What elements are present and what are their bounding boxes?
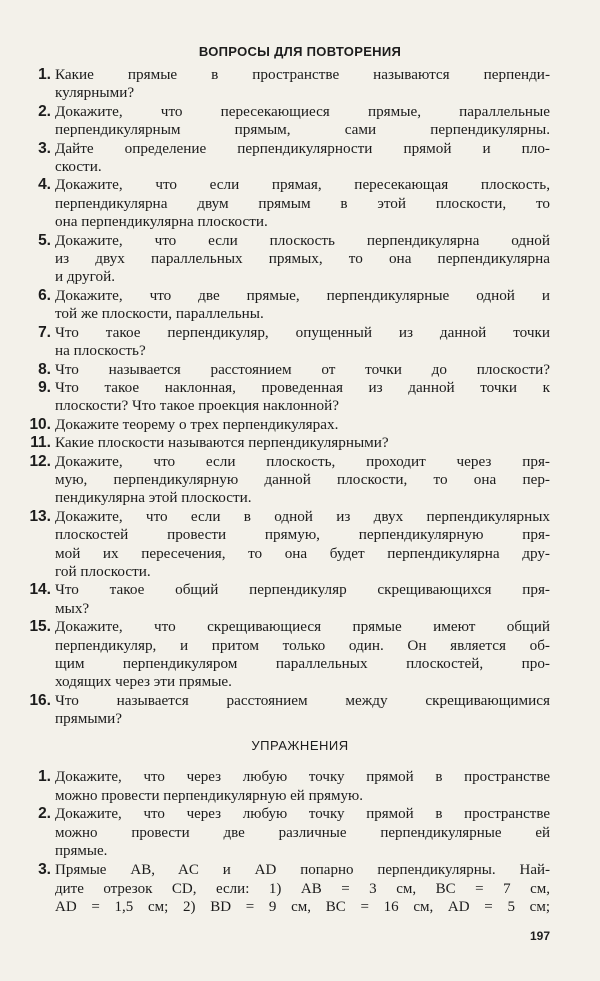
exercise-number: 1.: [38, 768, 51, 785]
question-text-line: перпендикулярным прямым, сами перпендикулярны.: [55, 121, 550, 139]
exercise-text-line: дите отрезок CD, если: 1) AB = 3 см, BC = 7 см,: [55, 880, 550, 897]
question-text-line: Что такое общий перпендикуляр скрещивающихся пря-: [55, 581, 550, 599]
exercise-text-line: можно провести две различные перпендикулярные ей: [55, 824, 550, 841]
question-text-line: перпендикулярна двум прямым в этой плоскости, то: [55, 194, 550, 212]
question-item: [0, 287, 600, 324]
question-number: 9.: [38, 378, 51, 396]
question-text-line: плоскостей провести прямую, перпендикулярную пря-: [55, 526, 550, 544]
exercise-text-line: Прямые AB, AC и AD попарно перпендикулярны. Най-: [55, 861, 550, 878]
question-text-line: гой плоскости.: [55, 562, 151, 580]
question-number: 10.: [29, 415, 51, 433]
question-text-line: Что такое наклонная, проведенная из данной точки к: [55, 378, 550, 396]
question-item: [0, 66, 600, 103]
question-text-line: мых?: [55, 599, 90, 617]
question-item: [0, 103, 600, 140]
review-questions-list: [0, 66, 600, 729]
exercises-heading: УПРАЖНЕНИЯ: [251, 738, 349, 753]
exercise-item: [0, 768, 600, 805]
question-text-line: той же плоскости, параллельны.: [55, 305, 264, 323]
question-item: [0, 434, 600, 452]
exercise-text-line: прямые.: [55, 843, 108, 860]
question-number: 15.: [29, 618, 51, 636]
question-text-line: на плоскость?: [55, 342, 146, 360]
question-item: [0, 508, 600, 582]
question-item: [0, 176, 600, 231]
review-questions-heading: ВОПРОСЫ ДЛЯ ПОВТОРЕНИЯ: [198, 44, 402, 59]
question-text-line: и другой.: [55, 268, 116, 286]
question-text-line: Что такое перпендикуляр, опущенный из данной точки: [55, 323, 550, 341]
question-item: [0, 453, 600, 508]
question-number: 12.: [29, 452, 51, 470]
question-text-line: мой их пересечения, то она будет перпендикулярна дру-: [55, 544, 550, 562]
question-number: 11.: [30, 434, 51, 452]
question-number: 16.: [29, 691, 51, 709]
question-text-line: Докажите, что если прямая, пересекающая плоскость,: [55, 176, 550, 194]
question-item: [0, 581, 600, 618]
question-text-line: Докажите, что если плоскость, проходит через пря-: [55, 452, 550, 470]
question-text-line: перпендикуляр, и притом только один. Он является об-: [55, 636, 550, 654]
question-number: 14.: [29, 581, 51, 599]
question-text-line: Докажите, что если плоскость перпендикулярна одной: [55, 231, 550, 249]
question-item: [0, 324, 600, 361]
question-number: 4.: [38, 176, 51, 194]
exercises-list: [0, 768, 600, 917]
question-item: [0, 618, 600, 692]
exercise-text-line: можно провести перпендикулярную ей прямую.: [55, 787, 363, 804]
question-number: 1.: [38, 66, 51, 83]
exercise-number: 2.: [38, 805, 51, 823]
question-number: 7.: [38, 323, 51, 341]
question-text-line: скости.: [55, 158, 102, 176]
exercise-text-line: Докажите, что через любую точку прямой в пространстве: [55, 769, 550, 785]
question-text-line: Докажите, что две прямые, перпендикулярные одной и: [55, 286, 550, 304]
question-text-line: из двух параллельных прямых, то она перпендикулярна: [55, 250, 550, 268]
question-text-line: Докажите теорему о трех перпендикулярах.: [55, 415, 339, 433]
question-text-line: щим перпендикуляром параллельных плоскостей, про-: [55, 655, 550, 672]
question-item: [0, 232, 600, 287]
question-item: [0, 416, 600, 434]
exercise-text-line: AD = 1,5 см; 2) BD = 9 см, BC = 16 см, AD = 5 см;: [55, 899, 550, 916]
question-number: 5.: [38, 231, 51, 249]
page-number: 197: [529, 929, 550, 943]
question-number: 8.: [38, 360, 51, 378]
exercise-text-line: Докажите, что через любую точку прямой в пространстве: [55, 806, 550, 823]
question-text-line: Дайте определение перпендикулярности прямой и пло-: [55, 139, 550, 157]
question-text-line: мую, перпендикулярную данной плоскости, то она пер-: [55, 470, 550, 488]
question-item: [0, 692, 600, 729]
question-text-line: Докажите, что если в одной из двух перпендикулярных: [55, 507, 550, 525]
question-item: [0, 361, 600, 379]
question-text-line: Что называется расстоянием от точки до плоскости?: [55, 360, 550, 378]
question-text-line: она перпендикулярна плоскости.: [55, 213, 268, 231]
question-item: [0, 379, 600, 416]
question-text-line: Какие плоскости называются перпендикулярными?: [55, 434, 389, 452]
question-number: 2.: [38, 102, 51, 120]
question-text-line: пендикулярна этой плоскости.: [55, 489, 252, 507]
question-text-line: кулярными?: [55, 84, 135, 102]
question-text-line: Докажите, что скрещивающиеся прямые имеют общий: [55, 618, 550, 636]
question-text-line: Что называется расстоянием между скрещивающимися: [55, 691, 550, 709]
question-text-line: прямыми?: [55, 710, 123, 728]
question-text-line: Какие прямые в пространстве называются перпенди-: [55, 66, 550, 83]
question-number: 6.: [38, 286, 51, 304]
question-number: 3.: [38, 139, 51, 157]
question-text-line: Докажите, что пересекающиеся прямые, параллельные: [55, 102, 550, 120]
question-number: 13.: [29, 507, 51, 525]
exercise-item: [0, 861, 600, 917]
question-text-line: плоскости? Что такое проекция наклонной?: [55, 397, 340, 415]
exercise-item: [0, 805, 600, 861]
question-item: [0, 140, 600, 177]
question-text-line: ходящих через эти прямые.: [55, 673, 232, 691]
exercise-number: 3.: [38, 860, 51, 878]
